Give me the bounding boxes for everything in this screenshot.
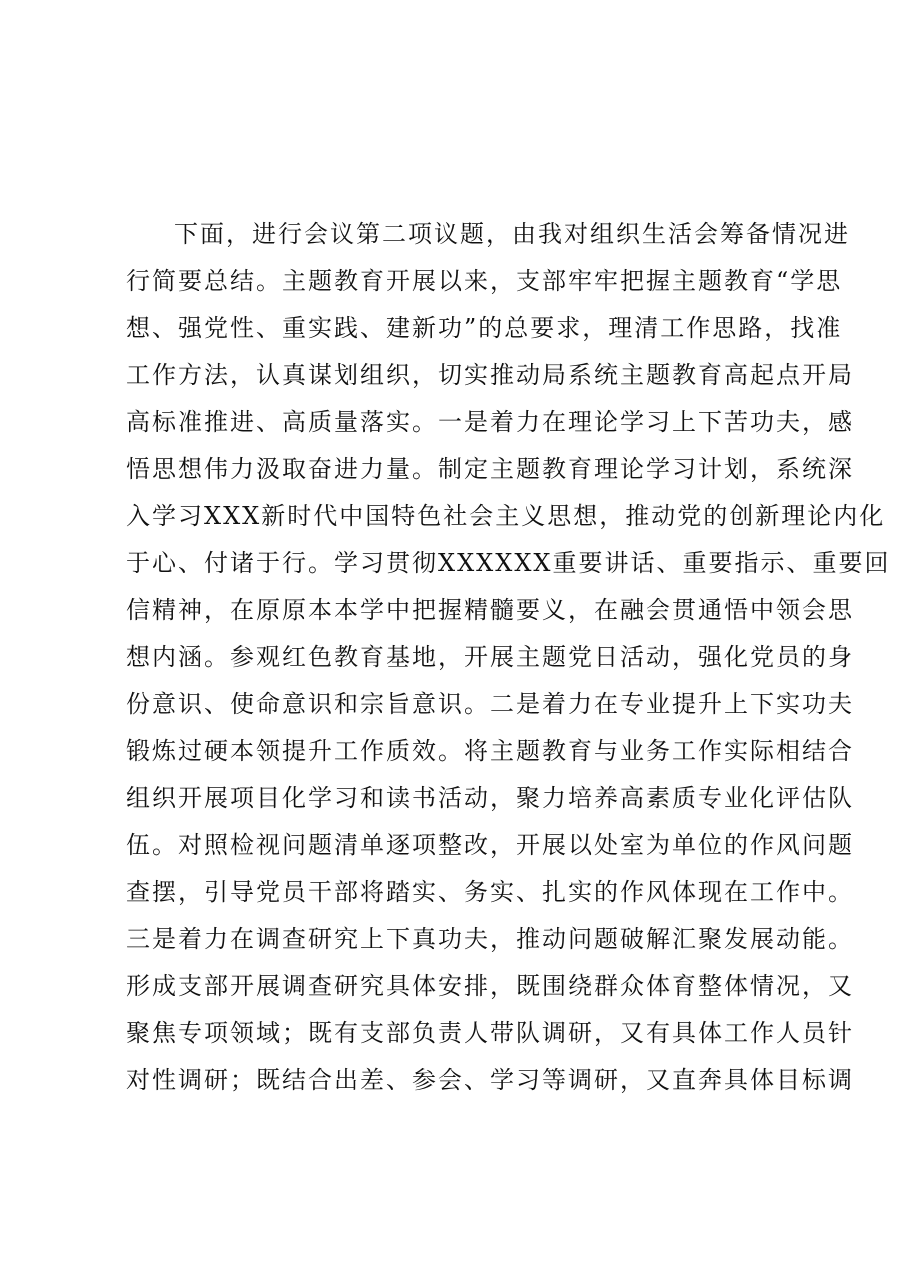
text-line-9: 信精神，在原原本本学中把握精髓要义，在融会贯通悟中领会思	[126, 596, 854, 624]
text-line-17: 形成支部开展调查研究具体安排，既围绕群众体育整体情况，又	[126, 972, 854, 1000]
text-line-4: 工作方法，认真谋划组织，切实推动局系统主题教育高起点开局	[126, 361, 854, 389]
text-line-16: 三是着力在调查研究上下真功夫，推动问题破解汇聚发展动能。	[126, 925, 854, 953]
text-line-19: 对性调研；既结合出差、参会、学习等调研，又直奔具体目标调	[126, 1066, 854, 1094]
text-line-11: 份意识、使命意识和宗旨意识。二是着力在专业提升上下实功夫	[126, 690, 854, 718]
text-line-15: 查摆，引导党员干部将踏实、务实、扎实的作风体现在工作中。	[126, 878, 854, 906]
text-line-1: 下面，进行会议第二项议题，由我对组织生活会筹备情况进	[174, 220, 850, 248]
text-line-12: 锻炼过硬本领提升工作质效。将主题教育与业务工作实际相结合	[126, 737, 854, 765]
text-line-7: 入学习XXX新时代中国特色社会主义思想，推动党的创新理论内化	[126, 502, 886, 530]
text-line-10: 想内涵。参观红色教育基地，开展主题党日活动，强化党员的身	[126, 643, 854, 671]
text-line-2: 行简要总结。主题教育开展以来，支部牢牢把握主题教育“学思	[126, 267, 843, 295]
text-line-8: 于心、付诸于行。学习贯彻XXXXXX重要讲话、重要指示、重要回	[126, 549, 891, 577]
text-line-18: 聚焦专项领域；既有支部负责人带队调研，又有具体工作人员针	[126, 1019, 854, 1047]
text-line-3: 想、强党性、重实践、建新功”的总要求，理清工作思路，找准	[126, 314, 843, 342]
text-line-5: 高标准推进、高质量落实。一是着力在理论学习上下苦功夫，感	[126, 408, 854, 436]
text-line-6: 悟思想伟力汲取奋进力量。制定主题教育理论学习计划，系统深	[126, 455, 854, 483]
text-line-14: 伍。对照检视问题清单逐项整改，开展以处室为单位的作风问题	[126, 831, 854, 859]
text-line-13: 组织开展项目化学习和读书活动，聚力培养高素质专业化评估队	[126, 784, 854, 812]
